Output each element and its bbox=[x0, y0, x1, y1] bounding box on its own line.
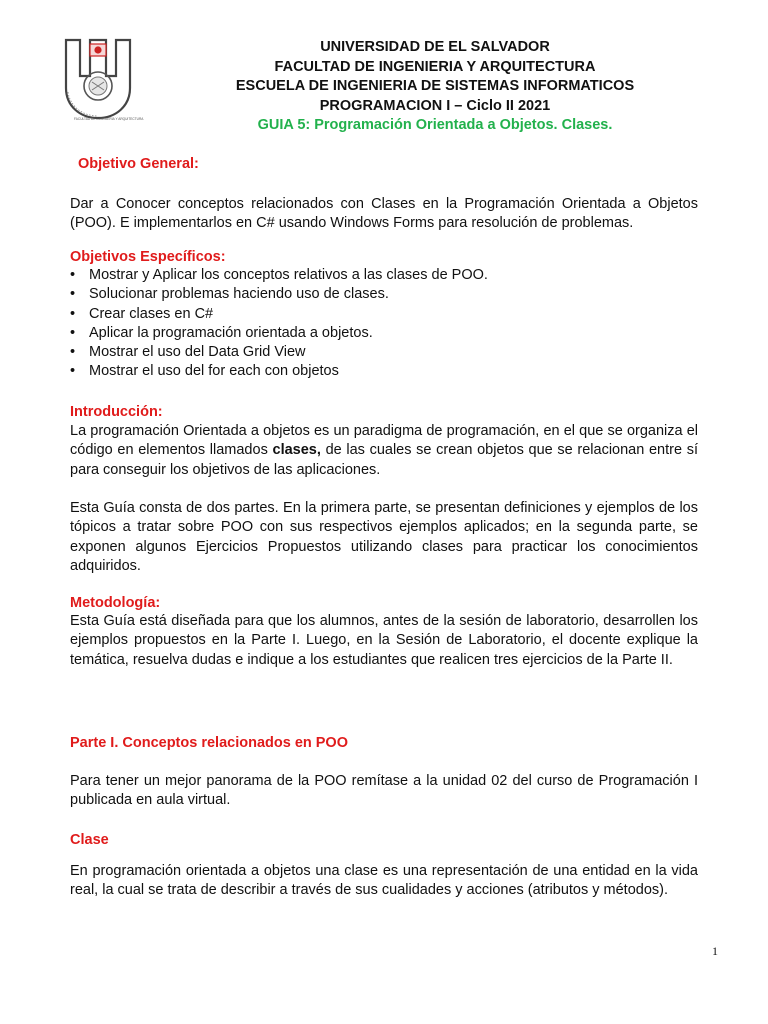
metodologia-heading: Metodología: bbox=[70, 595, 161, 611]
objetivo-general-heading: Objetivo General: bbox=[78, 156, 199, 172]
parte-1-text: Para tener un mejor panorama de la POO remítase a la unidad 02 del curso de Programación I publicada en aula virtual. bbox=[70, 773, 698, 809]
list-item: • Mostrar el uso del for each con objetos bbox=[70, 362, 698, 381]
objetivo-general-text: Dar a Conocer conceptos relacionados con Clases en la Programación Orientada a Objetos (POO). E implementarlos en C# usando Windows Forms para resolución de problemas. bbox=[70, 196, 698, 232]
logo-caption: FACULTAD DE INGENIERIA Y ARQUITECTURA bbox=[74, 117, 144, 121]
introduccion-heading: Introducción: bbox=[70, 404, 163, 420]
list-item: • Mostrar y Aplicar los conceptos relativos a las clases de POO. bbox=[70, 266, 698, 285]
introduccion-paragraph-2: Esta Guía consta de dos partes. En la primera parte, se presentan definiciones y ejemplos de los tópicos a tratar sobre POO con sus respectivos ejemplos aplicados; en la segunda parte, se exponen algunos Ejercicios Propuestos utilizando clases para practicar los conocimientos adquiridos. bbox=[70, 500, 698, 574]
clase-text: En programación orientada a objetos una clase es una representación de una entidad en la vida real, la cual se trata de describir a través de sus cualidades y acciones (atributos y métodos). bbox=[70, 863, 698, 899]
list-item: • Crear clases en C# bbox=[70, 305, 698, 324]
metodologia-text: Esta Guía está diseñada para que los alumnos, antes de la sesión de laboratorio, desarrollen los ejemplos propuestos en la Parte I. Luego, en la Sesión de Laboratorio, el docente explique la temática, resuelva dudas e indique a los estudiantes que realicen tres ejercicios de la Parte II. bbox=[70, 613, 698, 668]
guide-title: GUIA 5: Programación Orientada a Objetos. Clases. bbox=[257, 117, 613, 133]
introduccion-paragraph-1 bbox=[70, 422, 698, 480]
faculty-name: FACULTAD DE INGENIERIA Y ARQUITECTURA bbox=[274, 58, 596, 75]
list-item: • Aplicar la programación orientada a objetos. bbox=[70, 324, 698, 343]
school-name: ESCUELA DE INGENIERIA DE SISTEMAS INFORMATICOS bbox=[235, 78, 635, 94]
intro-text-end: de las cuales se crean objetos que se relacionan entre sí para conseguir los objetivos de las aplicaciones. bbox=[70, 442, 698, 478]
course-name: PROGRAMACION I – Ciclo II 2021 bbox=[319, 97, 551, 114]
university-name: UNIVERSIDAD DE EL SALVADOR bbox=[320, 39, 550, 55]
university-logo-icon bbox=[62, 36, 144, 122]
clase-heading: Clase bbox=[70, 832, 109, 848]
intro-text-start: La programación Orientada a objetos es un paradigma de programación, en el que se organiza el código en elementos llamados bbox=[70, 423, 698, 459]
objetivos-especificos-heading: Objetivos Específicos: bbox=[70, 249, 226, 265]
list-item: • Mostrar el uso del Data Grid View bbox=[70, 343, 698, 362]
parte-1-heading: Parte I. Conceptos relacionados en POO bbox=[70, 735, 348, 751]
objetivos-especificos-list bbox=[70, 266, 698, 382]
intro-bold-term: clases, bbox=[272, 442, 321, 459]
page-number: 1 bbox=[712, 944, 718, 958]
list-item: • Solucionar problemas haciendo uso de clases. bbox=[70, 285, 698, 304]
document-header bbox=[140, 38, 730, 136]
